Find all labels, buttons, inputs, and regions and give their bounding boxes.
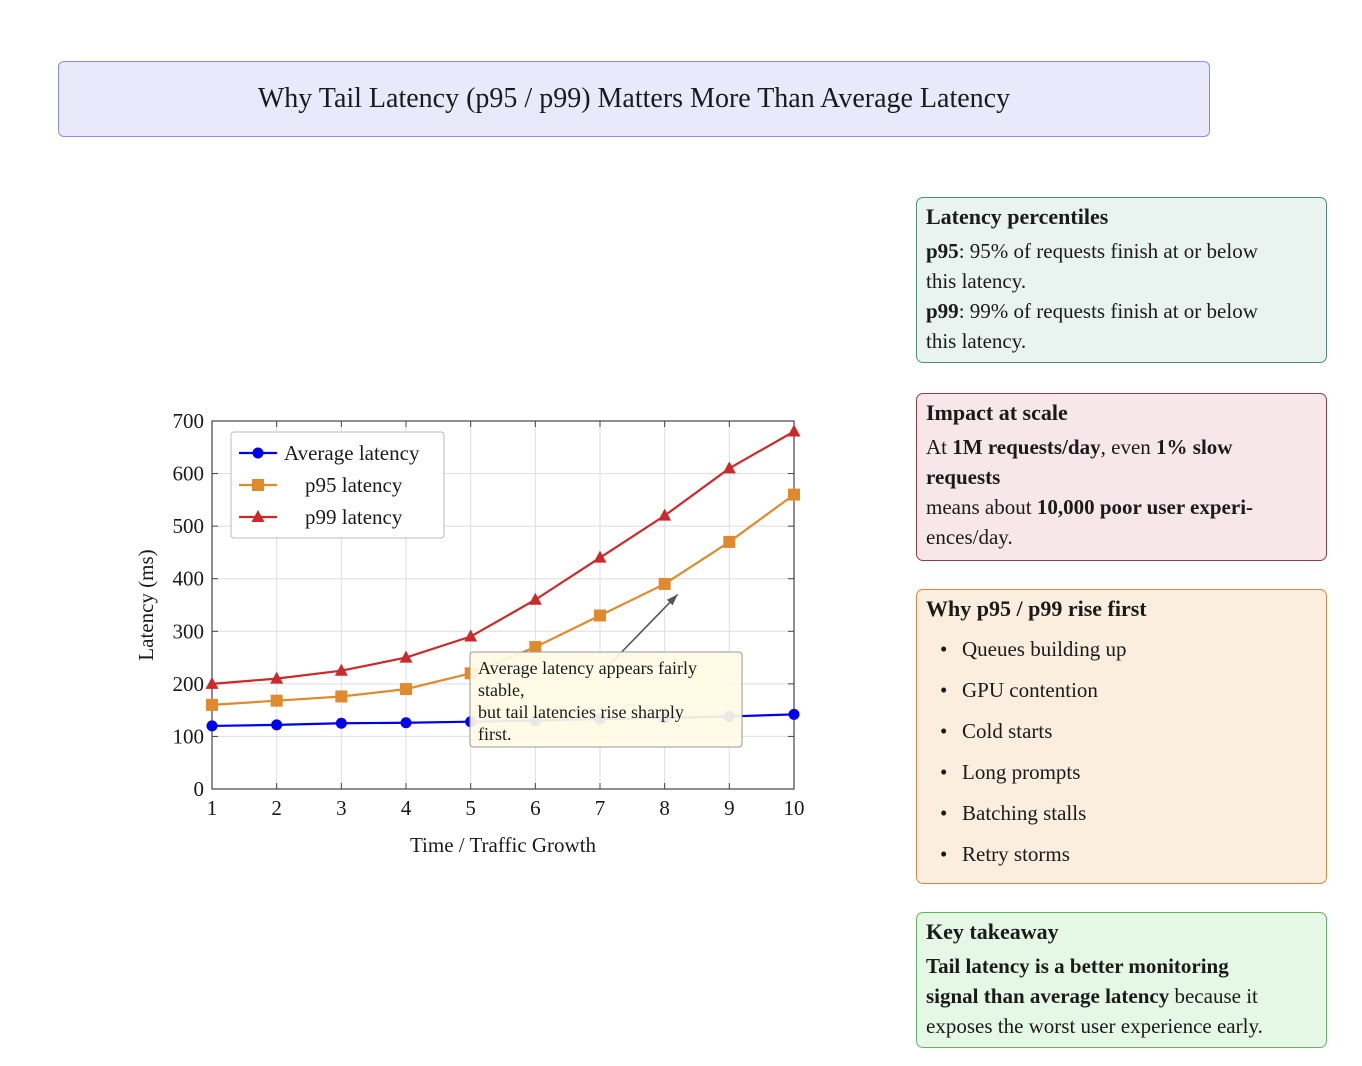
data-point-2 [788,425,801,437]
y-tick-label: 200 [172,671,204,696]
legend-marker-0 [253,448,264,459]
y-tick-label: 700 [172,409,204,433]
p99-definition [926,296,1316,326]
data-point-1 [659,578,671,590]
list-item: • Retry storms [962,839,1316,880]
x-tick-label: 7 [594,796,606,820]
annotation-text: but tail latencies rise sharply [478,702,684,722]
annotation-text: Average latency appears fairly [478,658,698,678]
reasons-list [926,634,1316,880]
x-tick-label: 2 [271,796,282,820]
y-axis-label: Latency (ms) [134,549,158,661]
legend-label-2: p99 latency [305,505,403,529]
takeaway-text: because it [1169,984,1258,1008]
panel-heading: Impact at scale [926,400,1068,425]
data-point-1 [594,610,606,622]
takeaway-text-bold: Tail latency is a better monitoring [926,954,1229,978]
impact-text: , even [1100,435,1157,459]
impact-text: ences/day [926,525,1008,549]
panel-impact-at-scale [916,393,1327,561]
x-tick-label: 6 [530,796,541,820]
impact-requests-per-day: 1M requests/day [952,435,1101,459]
impact-slow-percent: 1% slow [1156,435,1233,459]
annotation-text: first. [478,724,512,744]
x-tick-label: 4 [400,796,412,820]
data-point-0 [207,720,218,731]
p95-text-line2: this latency. [926,269,1027,293]
x-tick-label: 8 [659,796,670,820]
impact-text: means about [926,495,1037,519]
data-point-0 [336,718,347,729]
data-point-2 [658,509,671,521]
p95-definition [926,236,1316,266]
p99-text-line2: this latency. [926,329,1027,353]
data-point-2 [723,461,736,473]
impact-text: At [926,435,953,459]
panel-heading: Key takeaway [926,919,1059,944]
p95-term: p95 [926,239,959,263]
data-point-1 [271,695,283,707]
y-tick-label: 600 [172,461,204,486]
annotation-text: stable, [478,680,525,700]
impact-poor-experiences: 10,000 poor user experi- [1036,495,1254,519]
y-tick-label: 100 [172,724,204,749]
panel-latency-percentiles [916,197,1327,363]
x-tick-label: 10 [783,796,805,820]
data-point-1 [723,536,735,548]
data-point-0 [271,719,282,730]
legend-marker-1 [252,479,264,491]
impact-text-bold: requests [926,465,1001,489]
x-axis-label: Time / Traffic Growth [409,833,597,857]
panel-key-takeaway [916,912,1327,1048]
panel-why-p95-p99-rise-first [916,589,1327,884]
impact-line2 [926,462,1316,492]
data-point-0 [401,717,412,728]
takeaway-line3: exposes the worst user experience early. [926,1014,1263,1038]
legend-label-0: Average latency [284,441,420,465]
data-point-1 [206,699,218,711]
takeaway-text-bold: signal than average latency [926,984,1170,1008]
y-tick-label: 400 [172,566,204,591]
y-tick-label: 0 [193,777,204,801]
list-item: • Cold starts [962,716,1316,757]
p99-text-line1: : 99% of requests finish at or below [958,299,1258,323]
data-point-1 [400,683,412,695]
takeaway-line1 [926,951,1316,981]
data-point-0 [789,709,800,720]
data-point-2 [594,551,607,563]
x-tick-label: 3 [336,796,347,820]
data-point-1 [788,489,800,501]
impact-line1 [926,432,1316,462]
p95-text-line1: : 95% of requests finish at or below [958,239,1258,263]
takeaway-line2 [926,981,1316,1011]
y-tick-label: 500 [172,514,204,539]
impact-text: . [1007,525,1013,549]
panel-heading: Latency percentiles [926,204,1109,229]
list-item: • Batching stalls [962,798,1316,839]
p99-term: p99 [926,299,959,323]
x-tick-label: 5 [465,796,476,820]
page-title: Why Tail Latency (p95 / p99) Matters More Than Average Latency [257,83,1011,114]
data-point-2 [529,593,542,605]
panel-heading: Why p95 / p99 rise first [926,596,1147,621]
impact-line3 [926,492,1316,522]
data-point-1 [335,690,347,702]
x-tick-label: 9 [724,796,735,820]
legend-label-1: p95 latency [305,473,403,497]
x-tick-label: 1 [206,796,218,820]
y-tick-label: 300 [172,619,204,644]
data-point-1 [529,641,541,653]
list-item: • Long prompts [962,757,1316,798]
impact-line4 [926,522,1316,552]
list-item: • GPU contention [962,675,1316,716]
list-item: • Queues building up [962,634,1316,675]
